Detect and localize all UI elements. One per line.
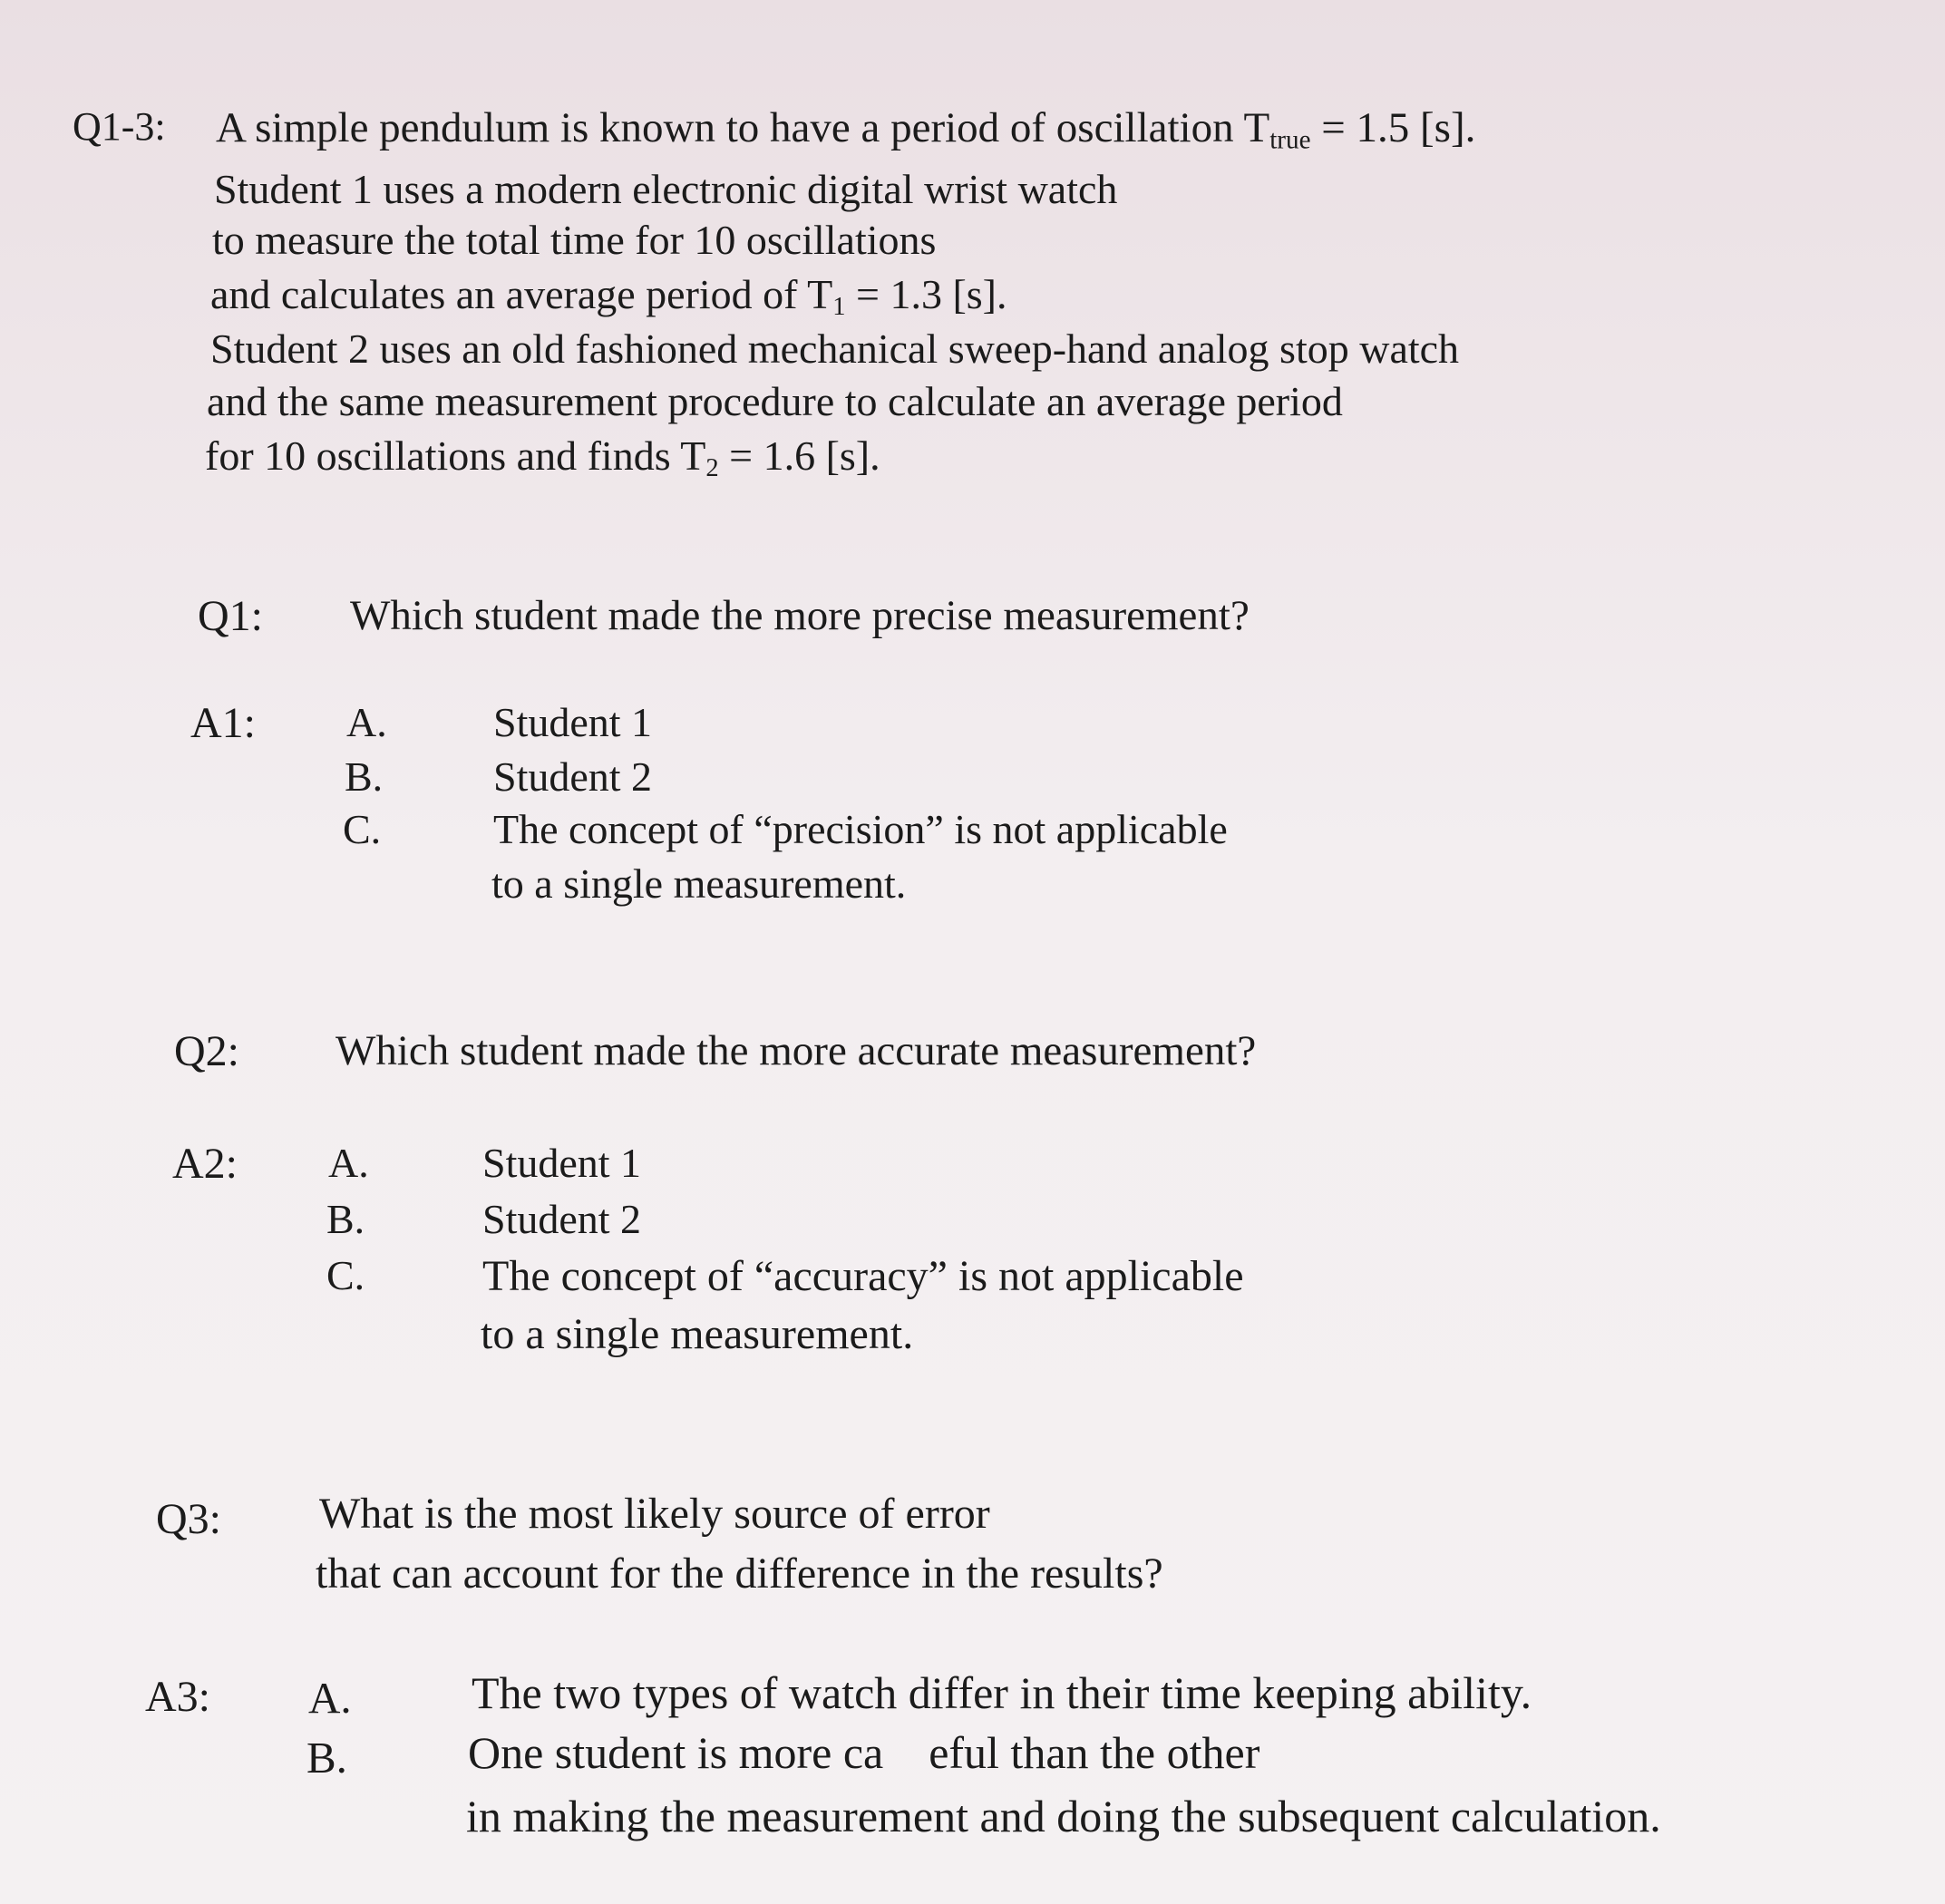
- answer-1-label: A1:: [190, 699, 256, 747]
- answer-3-option-b-text-line-2: in making the measurement and doing the subsequent calculation.: [466, 1791, 1661, 1841]
- answer-2-option-a-letter: A.: [328, 1140, 369, 1186]
- answer-1-option-b-letter: B.: [345, 753, 384, 800]
- answer-2-option-c-letter: C.: [326, 1252, 365, 1298]
- answer-3-option-b-letter: B.: [306, 1733, 347, 1783]
- question-3-text-line-2: that can account for the difference in the results?: [316, 1549, 1163, 1598]
- answer-2-option-a-text: Student 1: [482, 1140, 642, 1186]
- answer-3-label: A3:: [145, 1673, 210, 1721]
- answer-2-option-b-letter: B.: [326, 1196, 365, 1242]
- question-1-label: Q1:: [198, 592, 263, 640]
- answer-1-option-c-text-line-2: to a single measurement.: [491, 860, 907, 907]
- answer-2-option-c-text-line-2: to a single measurement.: [481, 1310, 914, 1358]
- answer-1-option-b-text: Student 2: [493, 753, 653, 800]
- question-2-label: Q2:: [174, 1027, 239, 1075]
- answer-3-option-b-text: One student is more ca eful than the other: [468, 1727, 1260, 1778]
- intro-line-5: Student 2 uses an old fashioned mechanical sweep-hand analog stop watch: [210, 325, 1460, 372]
- answer-2-label: A2:: [172, 1140, 238, 1188]
- answer-1-option-c-letter: C.: [343, 806, 382, 852]
- question-1-text: Which student made the more precise measurement?: [350, 592, 1250, 639]
- intro-line-1: A simple pendulum is known to have a period of oscillation $T_{true} = 1.5$ [s].: [216, 104, 1476, 155]
- intro-line-7: for 10 oscillations and finds $T_2 = 1.6$ [s].: [205, 432, 880, 483]
- intro-line-6: and the same measurement procedure to calculate an average period: [207, 378, 1343, 424]
- intro-line-3: to measure the total time for 10 oscillations: [212, 217, 937, 263]
- answer-2-option-c-text: The concept of “accuracy” is not applicable: [482, 1252, 1244, 1300]
- intro-label: Q1-3:: [73, 104, 166, 149]
- answer-3-option-a-letter: A.: [308, 1673, 352, 1723]
- intro-line-4: and calculates an average period of $T_1 = 1.3$ [s].: [210, 271, 1007, 322]
- answer-1-option-c-text: The concept of “precision” is not applicable: [493, 806, 1228, 852]
- answer-1-option-a-text: Student 1: [493, 699, 653, 745]
- intro-line-2: Student 1 uses a modern electronic digital wrist watch: [214, 166, 1118, 212]
- question-3-label: Q3:: [156, 1495, 221, 1543]
- question-2-text: Which student made the more accurate measurement?: [336, 1027, 1257, 1074]
- answer-1-option-a-letter: A.: [346, 699, 387, 745]
- answer-2-option-b-text: Student 2: [482, 1196, 642, 1242]
- question-3-text-line-1: What is the most likely source of error: [319, 1490, 990, 1538]
- answer-3-option-a-text: The two types of watch differ in their time keeping ability.: [472, 1667, 1532, 1718]
